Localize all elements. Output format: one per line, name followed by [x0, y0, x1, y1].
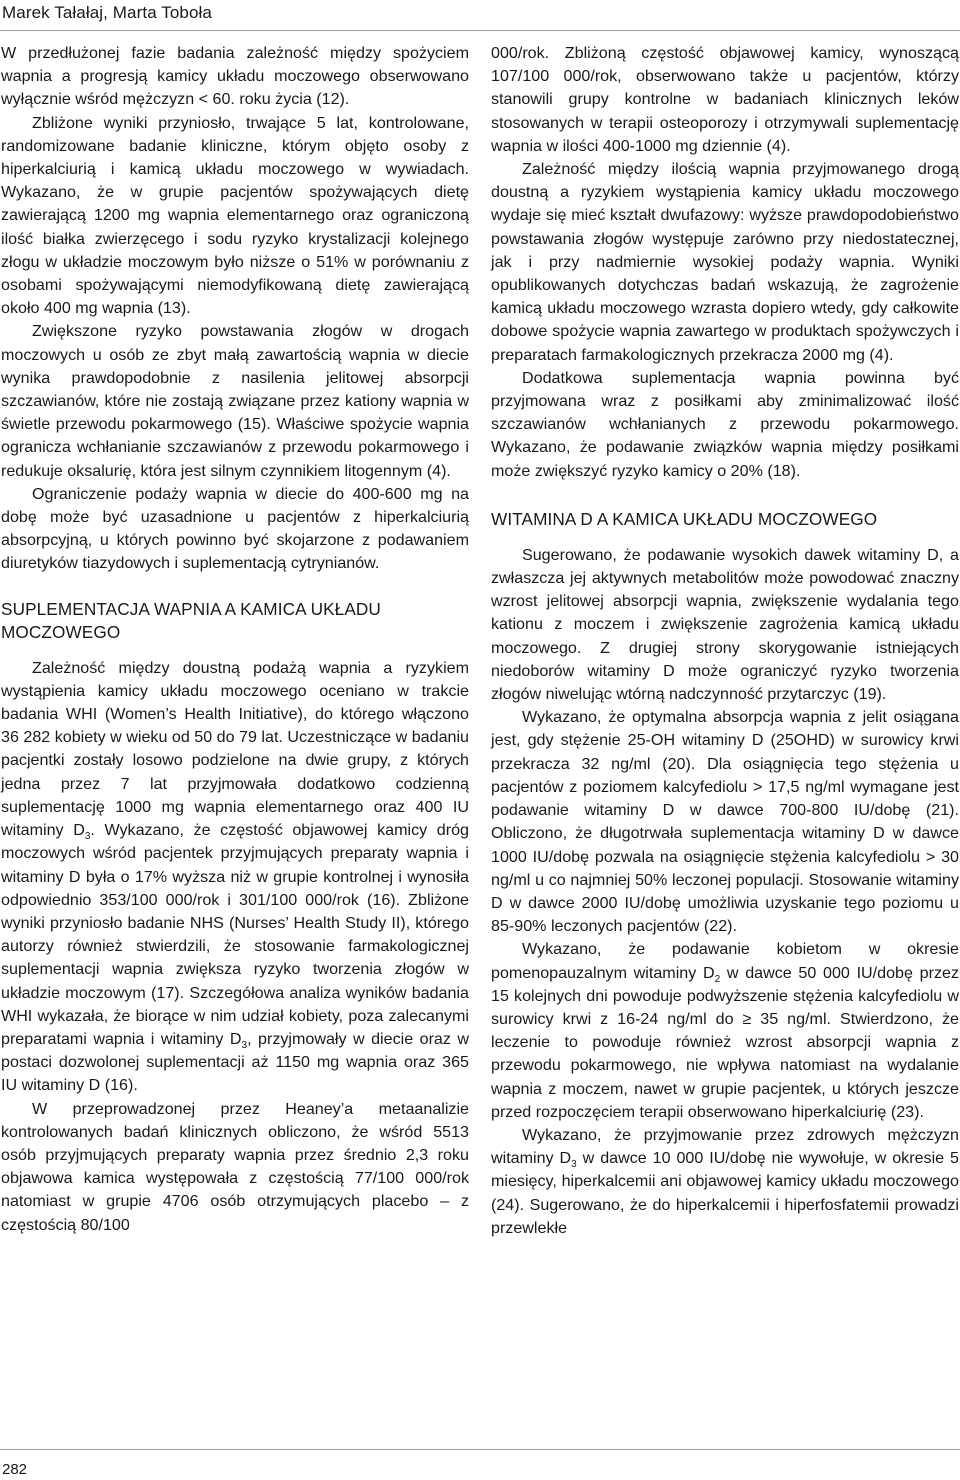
- text-run: , przyjmowały w diecie oraz w postaci dozwolonej suplementacji aż 1150 mg wapnia oraz 365 IU witaminy D (16).: [1, 1029, 470, 1095]
- subscript: 3: [241, 1039, 248, 1051]
- paragraph: [491, 1124, 959, 1240]
- right-column: [491, 42, 959, 1240]
- section-heading-vitamin-d: WITAMINA D A KAMICA UKŁADU MOCZOWEGO: [491, 508, 878, 529]
- left-column: [1, 42, 469, 1237]
- header-authors: Marek Tałałaj, Marta Toboła: [2, 3, 212, 22]
- paragraph: Zwiększone ryzyko powstawania złogów w drogach moczowych u osób ze zbyt małą zawartością wapnia w diecie wynika prawdopodobnie z nasilenia jelitowej absorpcji szczawianów, które nie zostają związane przez kationy wapnia w świetle przewodu pokarmowego (15). Właściwe spożycie wapnia ogranicza wchłanianie szczawianów z przewodu pokarmowego i redukuje oksalurię, która jest silnym czynnikiem litogennym (4).: [1, 322, 469, 480]
- running-header: [0, 0, 960, 31]
- text-run: Wykazano, że podawanie kobietom w okresie pomenopauzalnym witaminy D: [491, 940, 959, 982]
- page-footer: [0, 1449, 960, 1480]
- paragraph: Dodatkowa suplementacja wapnia powinna być przyjmowana wraz z posiłkami aby zminimalizować ilość szczawianów wchłanianych z przewodu pokarmowego. Wykazano, że podawanie związków wapnia między posiłkami może zwiększyć ryzyko kamicy o 20% (18).: [491, 368, 959, 480]
- paragraph: W przedłużonej fazie badania zależność między spożyciem wapnia a progresją kamicy układu moczowego obserwowano wyłącznie wśród mężczyzn < 60. roku życia (12).: [1, 44, 469, 109]
- paragraph: [491, 938, 959, 1124]
- subscript: 3: [571, 1159, 577, 1171]
- section-heading-calcium: SUPLEMENTACJA WAPNIA A KAMICA UKŁADU MOCZOWEGO: [1, 598, 381, 642]
- text-run: w dawce 10 000 IU/dobę nie wywołuje, w okresie 5 miesięcy, hiperkalcemii ani objawowej kamicy układu moczowego (24). Sugerowano, że do hiperkalcemii i hiperfosfatemii prowadzi przewlekłe: [491, 1149, 959, 1237]
- text-run: Wykazano, że przyjmowanie przez zdrowych mężczyzn witaminy D: [491, 1125, 959, 1168]
- paragraph: [1, 657, 469, 1098]
- text-run: . Wykazano, że częstość objawowej kamicy dróg moczowych wśród pacjentek przyjmujących preparaty wapnia i witaminy D była o 17% wyższa niż w grupie kontrolnej i wynosiła odpowiednio 353/100 000/rok i 301/100 000/rok (16). Zbliżone wyniki przyniosło badanie NHS (Nurses’ Health Study II), którego autorzy również stwierdzili, że stosowanie farmakologicznej suplementacji wapnia zwiększa ryzyko tworzenia złogów w układzie moczowym (17). Szczegółowa analiza wyników badania WHI wykazała, że biorące w nim udział kobiety, poza zalecanymi preparatami wapnia i witaminy D: [1, 821, 469, 1048]
- paragraph: Sugerowano, że podawanie wysokich dawek witaminy D, a zwłaszcza jej aktywnych metabolitów może powodować znaczny wzrost jelitowej absorpcji wapnia, zwiększenie wydalania tego kationu z moczem i zwiększenie zagrożenia kamicą układu moczowego. Z drugiej strony skorygowanie istniejących niedoborów witaminy D może ograniczyć ryzyko tworzenia złogów niwelując wtórną nadczynność przytarczyc (19).: [491, 545, 959, 704]
- text-run: Zależność między doustną podażą wapnia a ryzykiem wystąpienia kamicy układu moczowego oceniano w trakcie badania WHI (Women’s Health Initiative), do którego włączono 36 282 kobiety w wieku od 50 do 79 lat. Uczestniczące w badaniu pacjentki zostały losowo podzielone na dwie grupy, z których jedna przez 7 lat przyjmowała dodatkowo codzienną suplementację 1000 mg wapnia elementarnego oraz 400 IU witaminy D: [1, 658, 469, 840]
- paragraph: Ograniczenie podaży wapnia w diecie do 400-600 mg na dobę może być uzasadnione u pacjentów z hiperkalciurią absorpcyjną, u których powinno być skojarzone z podawaniem diuretyków tiazydowych i suplementacją cytrynianów.: [1, 484, 469, 573]
- paragraph: W przeprowadzonej przez Heaney’a metaanalizie kontrolowanych badań klinicznych obliczono, że wśród 5513 osób przyjmujących preparaty wapnia przez średnio 2,3 roku objawowa kamica występowała z częstością 77/100 000/rok natomiast w grupie 4706 osób otrzymujących placebo – z częstością 80/100: [1, 1099, 469, 1234]
- paragraph: Wykazano, że optymalna absorpcja wapnia z jelit osiągana jest, gdy stężenie 25-OH witaminy D (25OHD) w surowicy krwi przekracza 32 ng/ml (20). Dla osiągnięcia tego stężenia u pacjentów z poziomem kalcyfediolu > 17,5 ng/ml wymagane jest podawanie witaminy D w dawce 700-800 IU/dobę (21). Obliczono, że długotrwała suplementacja witaminy D w dawce 1000 IU/dobę pozwala na osiągnięcie stężenia kalcyfediolu > 30 ng/ml u co najmniej 50% leczonej populacji. Stosowanie witaminy D w dawce 2000 IU/dobę umożliwia uzyskanie tego poziomu u 85-90% leczonych pacjentów (22).: [491, 708, 959, 936]
- subscript: 2: [714, 973, 721, 985]
- subscript: 3: [84, 831, 91, 843]
- text-run: w dawce 50 000 IU/dobę przez 15 kolejnych dni powoduje podwyższenie stężenia kalcyfediolu w surowicy krwi z 16-24 ng/ml do ≥ 35 ng/ml. Stwierdzono, że leczenie to powoduje również wzrost absorpcji wapnia z przewodu pokarmowego, nie wpływa natomiast na wydalanie wapnia z moczem, nawet w grupie pacjentek, u których jeszcze przed rozpoczęciem terapii obserwowano hiperkalciurię (23).: [491, 963, 959, 1121]
- paragraph: Zależność między ilością wapnia przyjmowanego drogą doustną a ryzykiem wystąpienia kamicy układu moczowego wydaje się mieć kształt dwufazowy: wyższe prawdopodobieństwo powstawania złogów występuje zarówno przy niedostatecznej, jak i przy nadmiernie wysokiej podaży wapnia. Wyniki opublikowanych dotychczas badań wskazują, że zagrożenie kamicą układu moczowego wzrasta dopiero wtedy, gdy całkowite dobowe spożycie wapnia zawartego w produktach spożywczych i preparatach farmakologicznych przekracza 2000 mg (4).: [491, 160, 959, 364]
- page-number: 282: [2, 1461, 28, 1478]
- paragraph: Zbliżone wyniki przyniosło, trwające 5 lat, kontrolowane, randomizowane badanie kliniczne, którym objęto osoby z hiperkalciurią i kamicą układu moczowego w wywiadach. Wykazano, że w grupie pacjentów spożywających dietę zawierającą 1200 mg wapnia elementarnego oraz ograniczoną ilość białka zwierzęcego i sodu ryzyko krystalizacji kolejnego złogu w układzie moczowym było niższe o 51% w porównaniu z osobami spożywającymi niemodyfikowaną dietę zawierającą około 400 mg wapnia (13).: [1, 113, 469, 318]
- paragraph: 000/rok. Zbliżoną częstość objawowej kamicy, wynoszącą 107/100 000/rok, obserwowano także u pacjentów, którzy stanowili grupy kontrolne w badaniach klinicznych leków stosowanych w terapii osteoporozy i otrzymywali suplementację wapnia w ilości 400-1000 mg dziennie (4).: [491, 44, 959, 155]
